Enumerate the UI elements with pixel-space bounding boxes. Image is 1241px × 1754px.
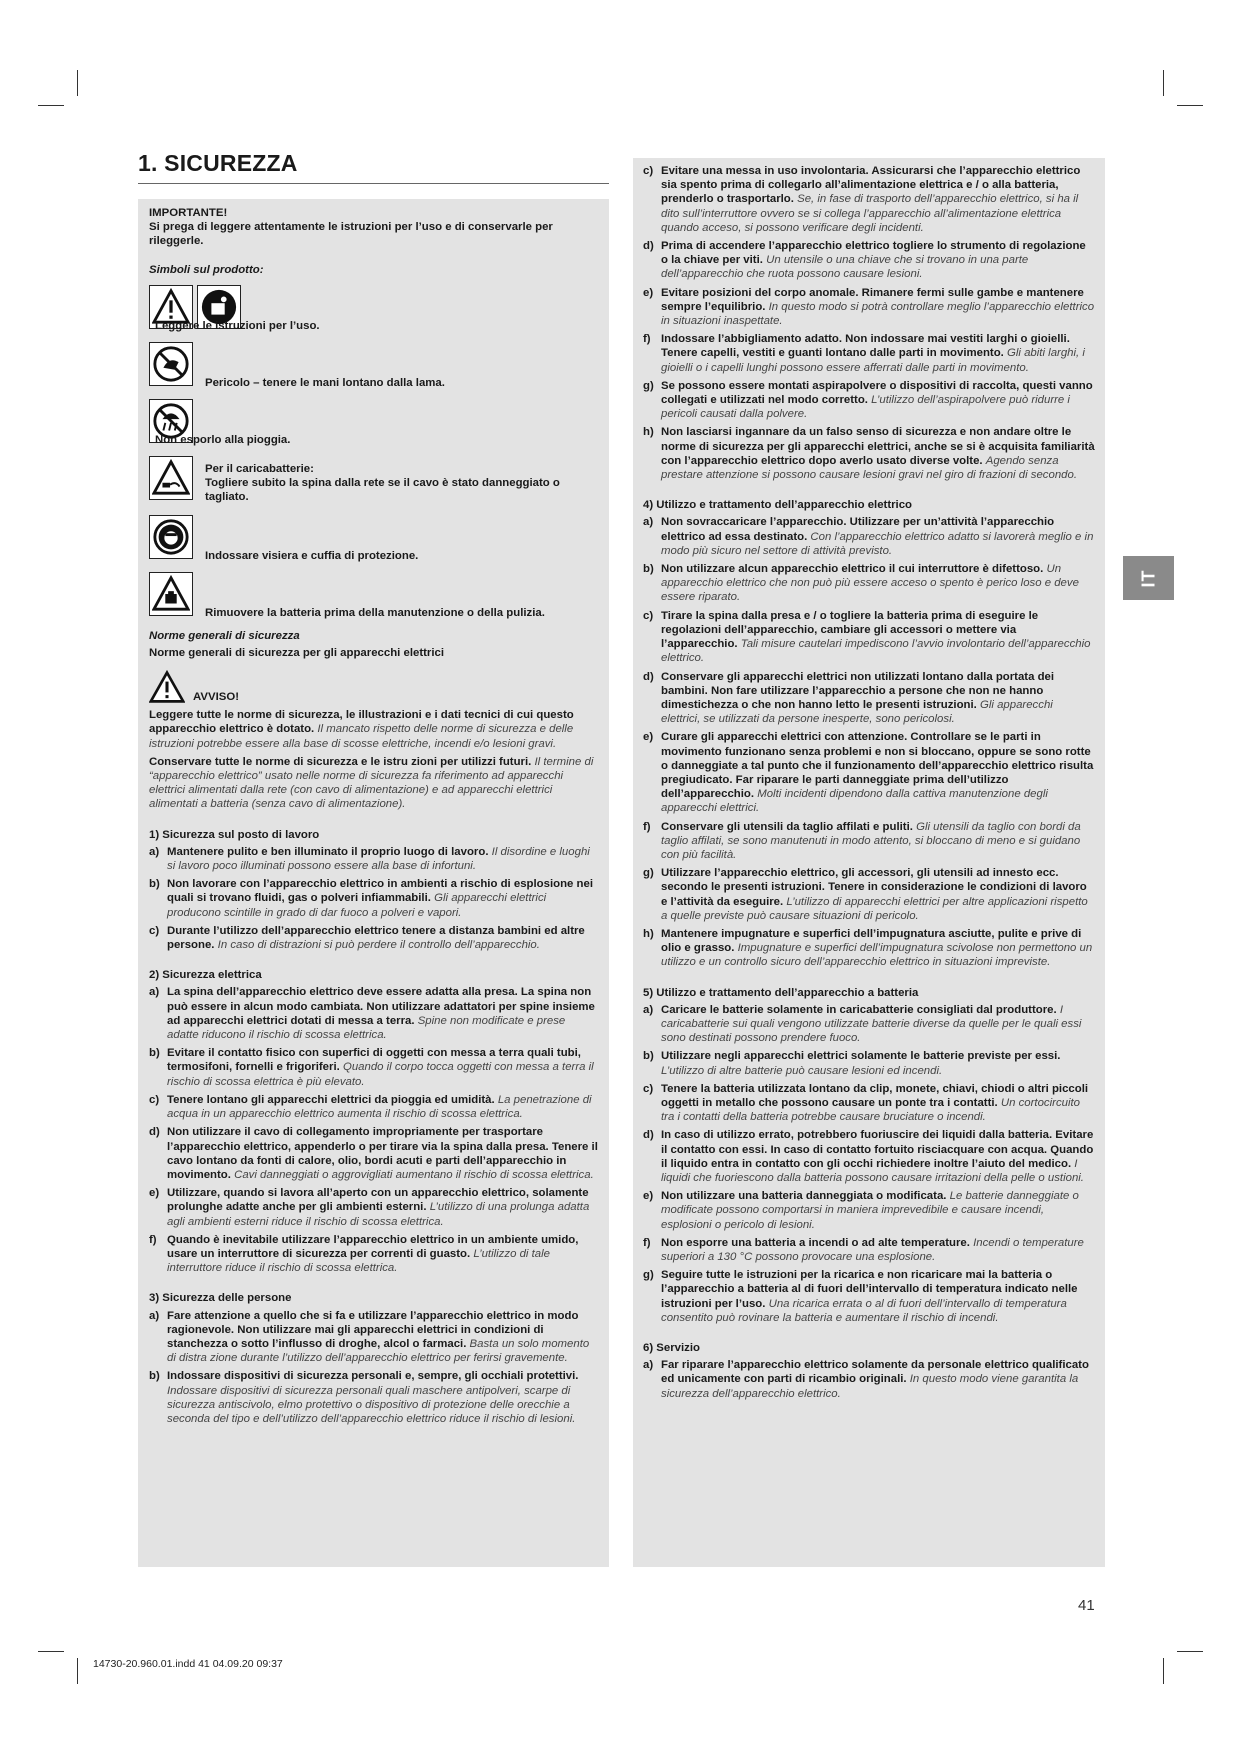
symbol-row	[149, 456, 598, 506]
item-letter: d)	[643, 240, 654, 253]
item-body	[661, 1236, 1095, 1264]
rule-explanation: Molti incidenti dipendono dalla cattiva manutenzione degli apparecchi elettrici.	[661, 788, 1048, 815]
rule-explanation: Agendo senza prestare attenzione si possono causare lesioni gravi nel giro di frazioni di secondo.	[661, 454, 1077, 482]
item-letter: a)	[149, 1309, 160, 1322]
right-column	[633, 158, 1105, 1567]
rule-text: Prima di accendere l’apparecchio elettrico togliere lo strumento di regolazione o la chiave per viti.	[661, 240, 1086, 267]
crop-mark	[1163, 1658, 1164, 1684]
item-letter: e)	[149, 1187, 160, 1200]
item-body	[661, 425, 1095, 482]
rule-text: Evitare posizioni del corpo anomale. Rimanere fermi sulle gambe e mantenere sempre l’equilibrio.	[661, 286, 1084, 313]
rule-explanation: Il termine di “apparecchio elettrico” usato nelle norme di sicurezza fa riferimento ad apparecchi elettrici alimentati dalla rete (con cavo di alimentazione) e ad apparecchi elettrici alimentati a batteria (senza cavo di alimentazione).	[149, 755, 594, 811]
section-title: 2) Sicurezza elettrica	[149, 969, 262, 982]
item-letter: c)	[643, 165, 654, 177]
rule-text: Caricare le batterie solamente in caricabatterie consigliati dal produttore.	[661, 1003, 1057, 1016]
rule-text: Mantenere pulito e ben illuminato il proprio luogo di lavoro.	[167, 845, 489, 858]
list-item	[643, 562, 1095, 605]
page-number: 41	[1078, 1597, 1095, 1614]
item-letter: h)	[643, 927, 654, 940]
list-item	[149, 1369, 598, 1426]
item-body	[661, 239, 1095, 282]
item-body	[661, 609, 1095, 666]
list-item	[643, 1236, 1095, 1264]
item-body	[661, 562, 1095, 605]
item-body	[661, 1049, 1095, 1077]
rule-text: Utilizzare l’apparecchio elettrico, gli accessori, gli utensili ad innesto ecc. secondo le presenti istruzioni. Tenere in considerazione le condizioni di lavoro e l’attività da eseguire.	[661, 867, 1087, 908]
item-letter: b)	[149, 878, 160, 891]
crop-mark	[38, 105, 64, 106]
crop-mark	[38, 1651, 64, 1652]
rule-text: Utilizzare, quando si lavora all’aperto con un apparecchio elettrico, solamente prolunghe adatte anche per gli ambienti esterni.	[167, 1187, 589, 1214]
item-body	[661, 332, 1095, 375]
rule-text: Conservare gli apparecchi elettrici non utilizzati lontano dalla portata dei bambini. Non fare utilizzare l’apparecchio a persone che non ne hanno dimestichezza o che non hanno letto le presenti istruzioni.	[661, 670, 1055, 711]
remove-battery-icon	[149, 572, 193, 616]
list-item	[643, 1268, 1095, 1325]
norme-subtitle: Norme generali di sicurezza per gli apparecchi elettrici	[149, 647, 444, 660]
item-letter: f)	[643, 820, 651, 833]
item-letter: c)	[643, 609, 654, 622]
symbol-row	[149, 399, 598, 447]
rule-text: In caso di utilizzo errato, potrebbero fuoriuscire dei liquidi dalla batteria. Evitare il contatto con essi. In caso di contatto fortuito risciacquare con acqua. Quando il liquido entra in contatto con gli occhi richiedere inoltre l’aiuto del medico.	[661, 1129, 1094, 1170]
item-body	[661, 730, 1095, 815]
item-body	[661, 379, 1095, 422]
charger-warning-icon	[149, 456, 193, 500]
rule-explanation: Gli apparecchi elettrici, se utilizzati da persone inesperte, sono pericolosi.	[661, 698, 1053, 726]
rule-text: Leggere tutte le norme di sicurezza, le illustrazioni e i dati tecnici di cui questo apparecchio elettrico è dotato.	[149, 709, 574, 736]
symbol-text: Leggere le istruzioni per l’uso.	[155, 319, 320, 332]
important-label: IMPORTANTE!	[149, 207, 228, 219]
item-body	[167, 1125, 598, 1182]
item-body	[661, 1268, 1095, 1325]
rule-text: Non sovraccaricare l’apparecchio. Utilizzare per un’attività l’apparecchio elettrico ad essa destinato.	[661, 516, 1055, 543]
warning-label: AVVISO!	[193, 691, 239, 704]
item-letter: h)	[643, 426, 654, 439]
symbol-text: Indossare visiera e cuffia di protezione.	[205, 549, 419, 562]
warning-row	[149, 670, 598, 704]
list-item	[643, 239, 1095, 282]
rule-text: Indossare l’abbigliamento adatto. Non indossare mai vestiti larghi o gioielli. Tenere capelli, vestiti e guanti lontano dalle parti in movimento.	[661, 333, 1070, 360]
rule-explanation: L’utilizzo di tale interruttore riduce il rischio di scossa elettrica.	[167, 1247, 550, 1275]
rule-text: Non utilizzare una batteria danneggiata o modificata.	[661, 1190, 947, 1203]
rule-text: Mantenere impugnature e superfici dell’impugnatura asciutte, pulite e prive di olio e grasso.	[661, 927, 1082, 955]
rule-explanation: L’utilizzo di una prolunga adatta agli ambienti esterni riduce il rischio di scossa elettrica.	[167, 1201, 590, 1228]
rule-text: Durante l’utilizzo dell’apparecchio elettrico tenere a distanza bambini ed altre persone.	[167, 924, 585, 952]
item-letter: b)	[149, 1370, 160, 1383]
title-divider	[138, 183, 609, 184]
rule-explanation: Una ricarica errata o al di fuori dell’intervallo di temperatura consentito può rovinare la batteria e aumentare il rischio di incendi.	[661, 1297, 1067, 1324]
section-title: 3) Sicurezza delle persone	[149, 1292, 292, 1305]
rule-explanation: Spine non modificate e prese adatte riducono il rischio di scossa elettrica.	[167, 1014, 566, 1042]
rule-text: Fare attenzione a quello che si fa e utilizzare l’apparecchio elettrico in modo ragionevole. Non utilizzare mai gli apparecchi elettrici in condizioni di stanchezza o sotto l’influsso di droghe, alcol o farmaci.	[167, 1309, 579, 1350]
warning-triangle-icon	[149, 670, 185, 704]
item-body	[661, 866, 1095, 923]
list-item	[149, 1093, 598, 1121]
item-letter: c)	[643, 1082, 654, 1095]
item-letter: g)	[643, 379, 654, 392]
rule-explanation: I liquidi che fuoriescono dalla batteria possono causare irritazioni della pelle o ustioni.	[661, 1157, 1084, 1184]
intro-paragraph	[149, 708, 598, 751]
norme-title: Norme generali di sicurezza	[149, 629, 300, 642]
crop-mark	[1163, 70, 1164, 96]
list-item	[643, 1128, 1095, 1185]
rule-explanation: In questo modo si potrà controllare meglio l’apparecchio elettrico in situazioni inaspettate.	[661, 300, 1095, 328]
print-footer: 14730-20.960.01.indd 41 04.09.20 09:37	[93, 1658, 283, 1670]
list-item	[643, 286, 1095, 329]
list-item	[643, 866, 1095, 923]
list-item	[149, 985, 598, 1042]
list-item	[643, 1003, 1095, 1046]
list-item	[149, 845, 598, 873]
item-body	[167, 1093, 598, 1121]
rule-text: Indossare dispositivi di sicurezza personali e, sempre, gli occhiali protettivi.	[167, 1370, 579, 1383]
list-item	[643, 1358, 1095, 1401]
crop-mark	[1177, 1651, 1203, 1652]
rule-text: Evitare il contatto fisico con superfici di oggetti con messa a terra quali tubi, termosifoni, fornelli e frigoriferi.	[167, 1047, 581, 1074]
rule-text: Tenere la batteria utilizzata lontano da clip, monete, chiavi, chiodi o altri piccoli oggetti in metallo che possono causare un ponte tra i contatti.	[661, 1082, 1089, 1109]
item-body	[661, 1082, 1095, 1125]
rule-text: Seguire tutte le istruzioni per la ricarica e non ricaricare mai la batteria o l’apparecchio a batteria al di fuori dell’intervallo di temperatura indicato nelle istruzioni per l’uso.	[661, 1269, 1078, 1310]
list-item	[149, 924, 598, 952]
section-title: 6) Servizio	[643, 1342, 700, 1355]
hands-away-blade-icon	[149, 342, 193, 386]
item-body	[167, 1046, 598, 1089]
rule-text: Utilizzare negli apparecchi elettrici solamente le batterie previste per essi.	[661, 1050, 1061, 1063]
item-body	[167, 845, 598, 873]
list-item	[643, 670, 1095, 727]
symbol-row	[149, 572, 598, 620]
page-title: 1. SICUREZZA	[138, 150, 298, 176]
rule-explanation: Basta un solo momento di distra zione durante l’utilizzo dell’apparecchio elettrico per ferirsi gravemente.	[167, 1337, 590, 1365]
rule-explanation: Gli utensili da taglio con bordi da taglio affilati, se sono manutenuti in modo attento, si bloccano di meno e si guidano con più facilità.	[661, 820, 1081, 861]
item-body	[661, 515, 1095, 558]
item-body	[661, 927, 1095, 970]
rule-explanation: L’utilizzo dell’aspirapolvere può ridurre i pericoli causati dalla polvere.	[661, 394, 1070, 421]
rule-explanation: Impugnature e superfici dell’impugnatura scivolose non permettono un utilizzo e un controllo sicuro dell’apparecchio elettrico in situazioni impreviste.	[661, 942, 1093, 969]
rule-explanation: Il disordine e luoghi si lavoro poco illuminati possono essere alla base di infortuni.	[167, 845, 590, 873]
rule-explanation: Se, in fase di trasporto dell’apparecchio elettrico, si ha il dito sull’interruttore ovvero se si collega l’apparecchio all’alimentazione elettrica quando acceso, si possono verificare degli incidenti.	[661, 193, 1079, 234]
item-letter: b)	[149, 1047, 160, 1060]
rule-text: Curare gli apparecchi elettrici con attenzione. Controllare se le parti in movimento funzionano senza problemi e non si bloccano, oppure se sono rotte o danneggiate a tal punto che il funzionamento dell’apparecchio elettrico risulta pregiudicato. Far riparare le parti danneggiate prima dell’utilizzo dell’apparecchio.	[661, 731, 1094, 801]
list-item	[643, 164, 1095, 235]
item-body	[661, 286, 1095, 329]
list-item	[643, 515, 1095, 558]
important-text: Si prega di leggere attentamente le istruzioni per l’uso e di conservarle per rileggerle.	[149, 221, 553, 248]
item-letter: e)	[643, 286, 654, 299]
item-body	[167, 985, 598, 1042]
item-letter: a)	[643, 1003, 654, 1016]
rule-explanation: In caso di distrazioni si può perdere il controllo dell’apparecchio.	[217, 939, 540, 952]
left-column	[138, 199, 609, 1567]
rule-explanation: L’utilizzo di altre batterie può causare lesioni ed incendi.	[661, 1064, 943, 1077]
rule-text: Evitare una messa in uso involontaria. Assicurarsi che l’apparecchio elettrico sia spento prima di collegarlo all’alimentazione elettrica e / o alla batteria, prenderlo o trasportarlo.	[661, 165, 1081, 206]
item-body	[661, 1189, 1095, 1232]
item-body	[167, 1309, 598, 1366]
rule-text: Non esporre una batteria a incendi o ad alte temperature.	[661, 1236, 970, 1249]
symbol-text: Pericolo – tenere le mani lontano dalla lama.	[205, 376, 445, 389]
item-letter: a)	[149, 845, 160, 858]
item-letter: c)	[149, 1093, 160, 1106]
item-body	[661, 164, 1095, 235]
item-body	[167, 1186, 598, 1229]
item-letter: b)	[643, 1050, 654, 1063]
rule-explanation: Incendi o temperature superiori a 130 °C possono provocare una esplosione.	[661, 1236, 1084, 1264]
rule-explanation: Gli abiti larghi, i gioielli o i capelli lunghi possono essere afferrati dalle parti in movimento.	[661, 347, 1085, 374]
item-letter: e)	[643, 1190, 654, 1203]
item-body	[661, 1003, 1095, 1046]
item-letter: d)	[149, 1126, 160, 1139]
list-item	[643, 332, 1095, 375]
rule-text: Non lasciarsi ingannare da un falso senso di sicurezza e non andare oltre le norme di sicurezza per gli apparecchi elettrici, anche se si è acquisita familiarità con l’apparecchio elettrico dopo averlo usato diverse volte.	[661, 426, 1095, 467]
section-title: 4) Utilizzo e trattamento dell’apparecchio elettrico	[643, 499, 913, 512]
rule-explanation: Un utensile o una chiave che si trovano in una parte dell’apparecchio che ruota possono causare lesioni.	[661, 254, 1029, 281]
list-item	[149, 1309, 598, 1366]
list-item	[149, 1233, 598, 1276]
item-letter: d)	[643, 670, 654, 683]
rule-explanation: L’utilizzo di apparecchi elettrici per altre applicazioni rispetto a quelle previste può causare situazioni di pericolo.	[661, 895, 1088, 922]
rule-explanation: I caricabatterie sui quali vengono utilizzate batterie diverse da quelle per le quali essi sono destinati possono prendere fuoco.	[661, 1003, 1082, 1045]
rule-explanation: Quando il corpo tocca oggetti con messa a terra il rischio di scossa elettrica è più elevato.	[167, 1061, 594, 1088]
item-body	[167, 1233, 598, 1276]
item-body	[661, 670, 1095, 727]
important-notice	[149, 206, 598, 249]
face-ear-protection-icon	[149, 515, 193, 559]
symbol-text: Rimuovere la batteria prima della manutenzione o della pulizia.	[205, 606, 545, 619]
list-item	[643, 730, 1095, 815]
item-letter: d)	[643, 1129, 654, 1142]
list-item	[643, 1189, 1095, 1232]
symbols-title: Simboli sul prodotto:	[149, 263, 264, 276]
item-body	[661, 1128, 1095, 1185]
rule-explanation: Indossare dispositivi di sicurezza personali quali maschere antipolveri, scarpe di sicurezza antiscivolo, elmo protettivo o dispositivo di protezione delle orecchie a seconda del tipo e dell’utilizzo dell’apparecchio elettrico riduce il rischio di lesioni.	[167, 1384, 576, 1425]
section-title: 1) Sicurezza sul posto di lavoro	[149, 828, 320, 841]
rule-explanation: Un apparecchio elettrico che non può più essere acceso o spento è perico loso e deve essere riparato.	[661, 563, 1079, 604]
intro-paragraph	[149, 755, 598, 812]
list-item	[643, 425, 1095, 482]
intro-paragraphs	[149, 708, 598, 811]
crop-mark	[1177, 105, 1203, 106]
rule-explanation: Gli apparecchi elettrici producono scintille in grado di dar fuoco a polveri e vapori.	[167, 892, 547, 919]
rule-explanation: Cavi danneggiati o aggrovigliati aumentano il rischio di scossa elettrica.	[234, 1168, 594, 1181]
symbol-row	[149, 342, 598, 390]
list-item	[643, 927, 1095, 970]
rule-text: Conservare tutte le norme di sicurezza e le istru zioni per utilizzi futuri.	[149, 755, 532, 768]
rule-text: Conservare gli utensili da taglio affilati e puliti.	[661, 820, 913, 833]
item-body	[167, 1369, 598, 1426]
list-item	[643, 1082, 1095, 1125]
list-item	[643, 379, 1095, 422]
item-letter: b)	[643, 563, 654, 576]
item-body	[167, 924, 598, 952]
rule-text: Non lavorare con l’apparecchio elettrico in ambienti a rischio di esplosione nei quali si trovano fluidi, gas o polveri infiammabili.	[167, 878, 593, 905]
item-body	[167, 877, 598, 920]
rule-text: Tirare la spina dalla presa e / o togliere la batteria prima di eseguire le regolazioni dell’apparecchio, cambiare gli accessori o mettere via l’apparecchio.	[661, 609, 1039, 651]
rule-text: Tenere lontano gli apparecchi elettrici da pioggia ed umidità.	[167, 1093, 495, 1106]
list-item	[149, 877, 598, 920]
left-sections	[149, 828, 598, 1427]
rule-explanation: La penetrazione di acqua in un apparecchio elettrico aumenta il rischio di scossa elettrica.	[167, 1093, 592, 1121]
rule-explanation: In questo modo viene garantita la sicurezza dell’apparecchio elettrico.	[661, 1373, 1079, 1400]
rule-explanation: Le batterie danneggiate o modificate possono comportarsi in maniera imprevedibile e causare incendi, esplosioni o pericolo di lesioni.	[661, 1190, 1079, 1231]
rule-text: Non utilizzare il cavo di collegamento impropriamente per trasportare l’apparecchio elettrico, appenderlo o per tirare via la spina dalla presa. Tenere il cavo lontano da fonti di calore, olio, bordi acuti e parti dell’apparecchio in movimento.	[167, 1126, 598, 1181]
rule-text: Non utilizzare alcun apparecchio elettrico il cui interruttore è difettoso.	[661, 563, 1044, 576]
item-letter: f)	[643, 333, 651, 346]
item-letter: a)	[643, 516, 654, 529]
item-letter: f)	[149, 1233, 157, 1246]
crop-mark	[77, 70, 78, 96]
rule-explanation: Con l’apparecchio elettrico adatto si lavorerà meglio e in modo più sicuro nel settore di attività previsto.	[661, 530, 1094, 557]
rule-explanation: Il mancato rispetto delle norme di sicurezza e delle istruzioni potrebbe essere alla base di scosse elettriche, incendi e/o lesioni gravi.	[149, 723, 574, 750]
section-title: 5) Utilizzo e trattamento dell’apparecchio a batteria	[643, 986, 919, 999]
list-item	[643, 820, 1095, 863]
symbol-text: Non esporlo alla pioggia.	[155, 433, 291, 446]
item-body	[661, 1358, 1095, 1401]
language-tab: IT	[1123, 556, 1174, 600]
crop-mark	[77, 1658, 78, 1684]
item-letter: e)	[643, 731, 654, 744]
right-sections	[643, 498, 1095, 1401]
symbol-text: Per il caricabatterie: Togliere subito la spina dalla rete se il cavo è stato danneggiato o tagliato.	[205, 462, 560, 504]
rule-text: La spina dell’apparecchio elettrico deve essere adatta alla presa. La spina non può essere in alcun modo cambiata. Non utilizzare adattatori per spine insieme ad apparecchi elettrici dotati di messa a terra.	[167, 986, 595, 1027]
item-letter: g)	[643, 1269, 654, 1282]
item-letter: f)	[643, 1236, 651, 1249]
item-body	[661, 820, 1095, 863]
rule-explanation: Tali misure cautelari impediscono l’avvio involontario dell’apparecchio elettrico.	[661, 638, 1091, 665]
list-item	[643, 609, 1095, 666]
list-item	[643, 1049, 1095, 1077]
list-item	[149, 1186, 598, 1229]
list-item	[149, 1125, 598, 1182]
rule-explanation: Un cortocircuito tra i contatti della batteria potrebbe causare bruciature o incendi.	[661, 1096, 1081, 1124]
item-letter: g)	[643, 867, 654, 880]
item-letter: c)	[149, 924, 160, 937]
rule-text: Quando è inevitabile utilizzare l’apparecchio elettrico in un ambiente umido, usare un interruttore di sicurezza per correnti di guasto.	[167, 1233, 579, 1260]
right-top-items	[643, 164, 1095, 482]
rule-text: Far riparare l’apparecchio elettrico solamente da personale elettrico qualificato ed unicamente con parti di ricambio originali.	[661, 1359, 1089, 1386]
list-item	[149, 1046, 598, 1089]
symbol-row	[149, 515, 598, 563]
symbol-row	[149, 285, 598, 333]
rule-text: Se possono essere montati aspirapolvere o dispositivi di raccolta, questi vanno collegati e utilizzati nel modo corretto.	[661, 379, 1093, 407]
item-letter: a)	[149, 986, 160, 999]
item-letter: a)	[643, 1359, 654, 1372]
